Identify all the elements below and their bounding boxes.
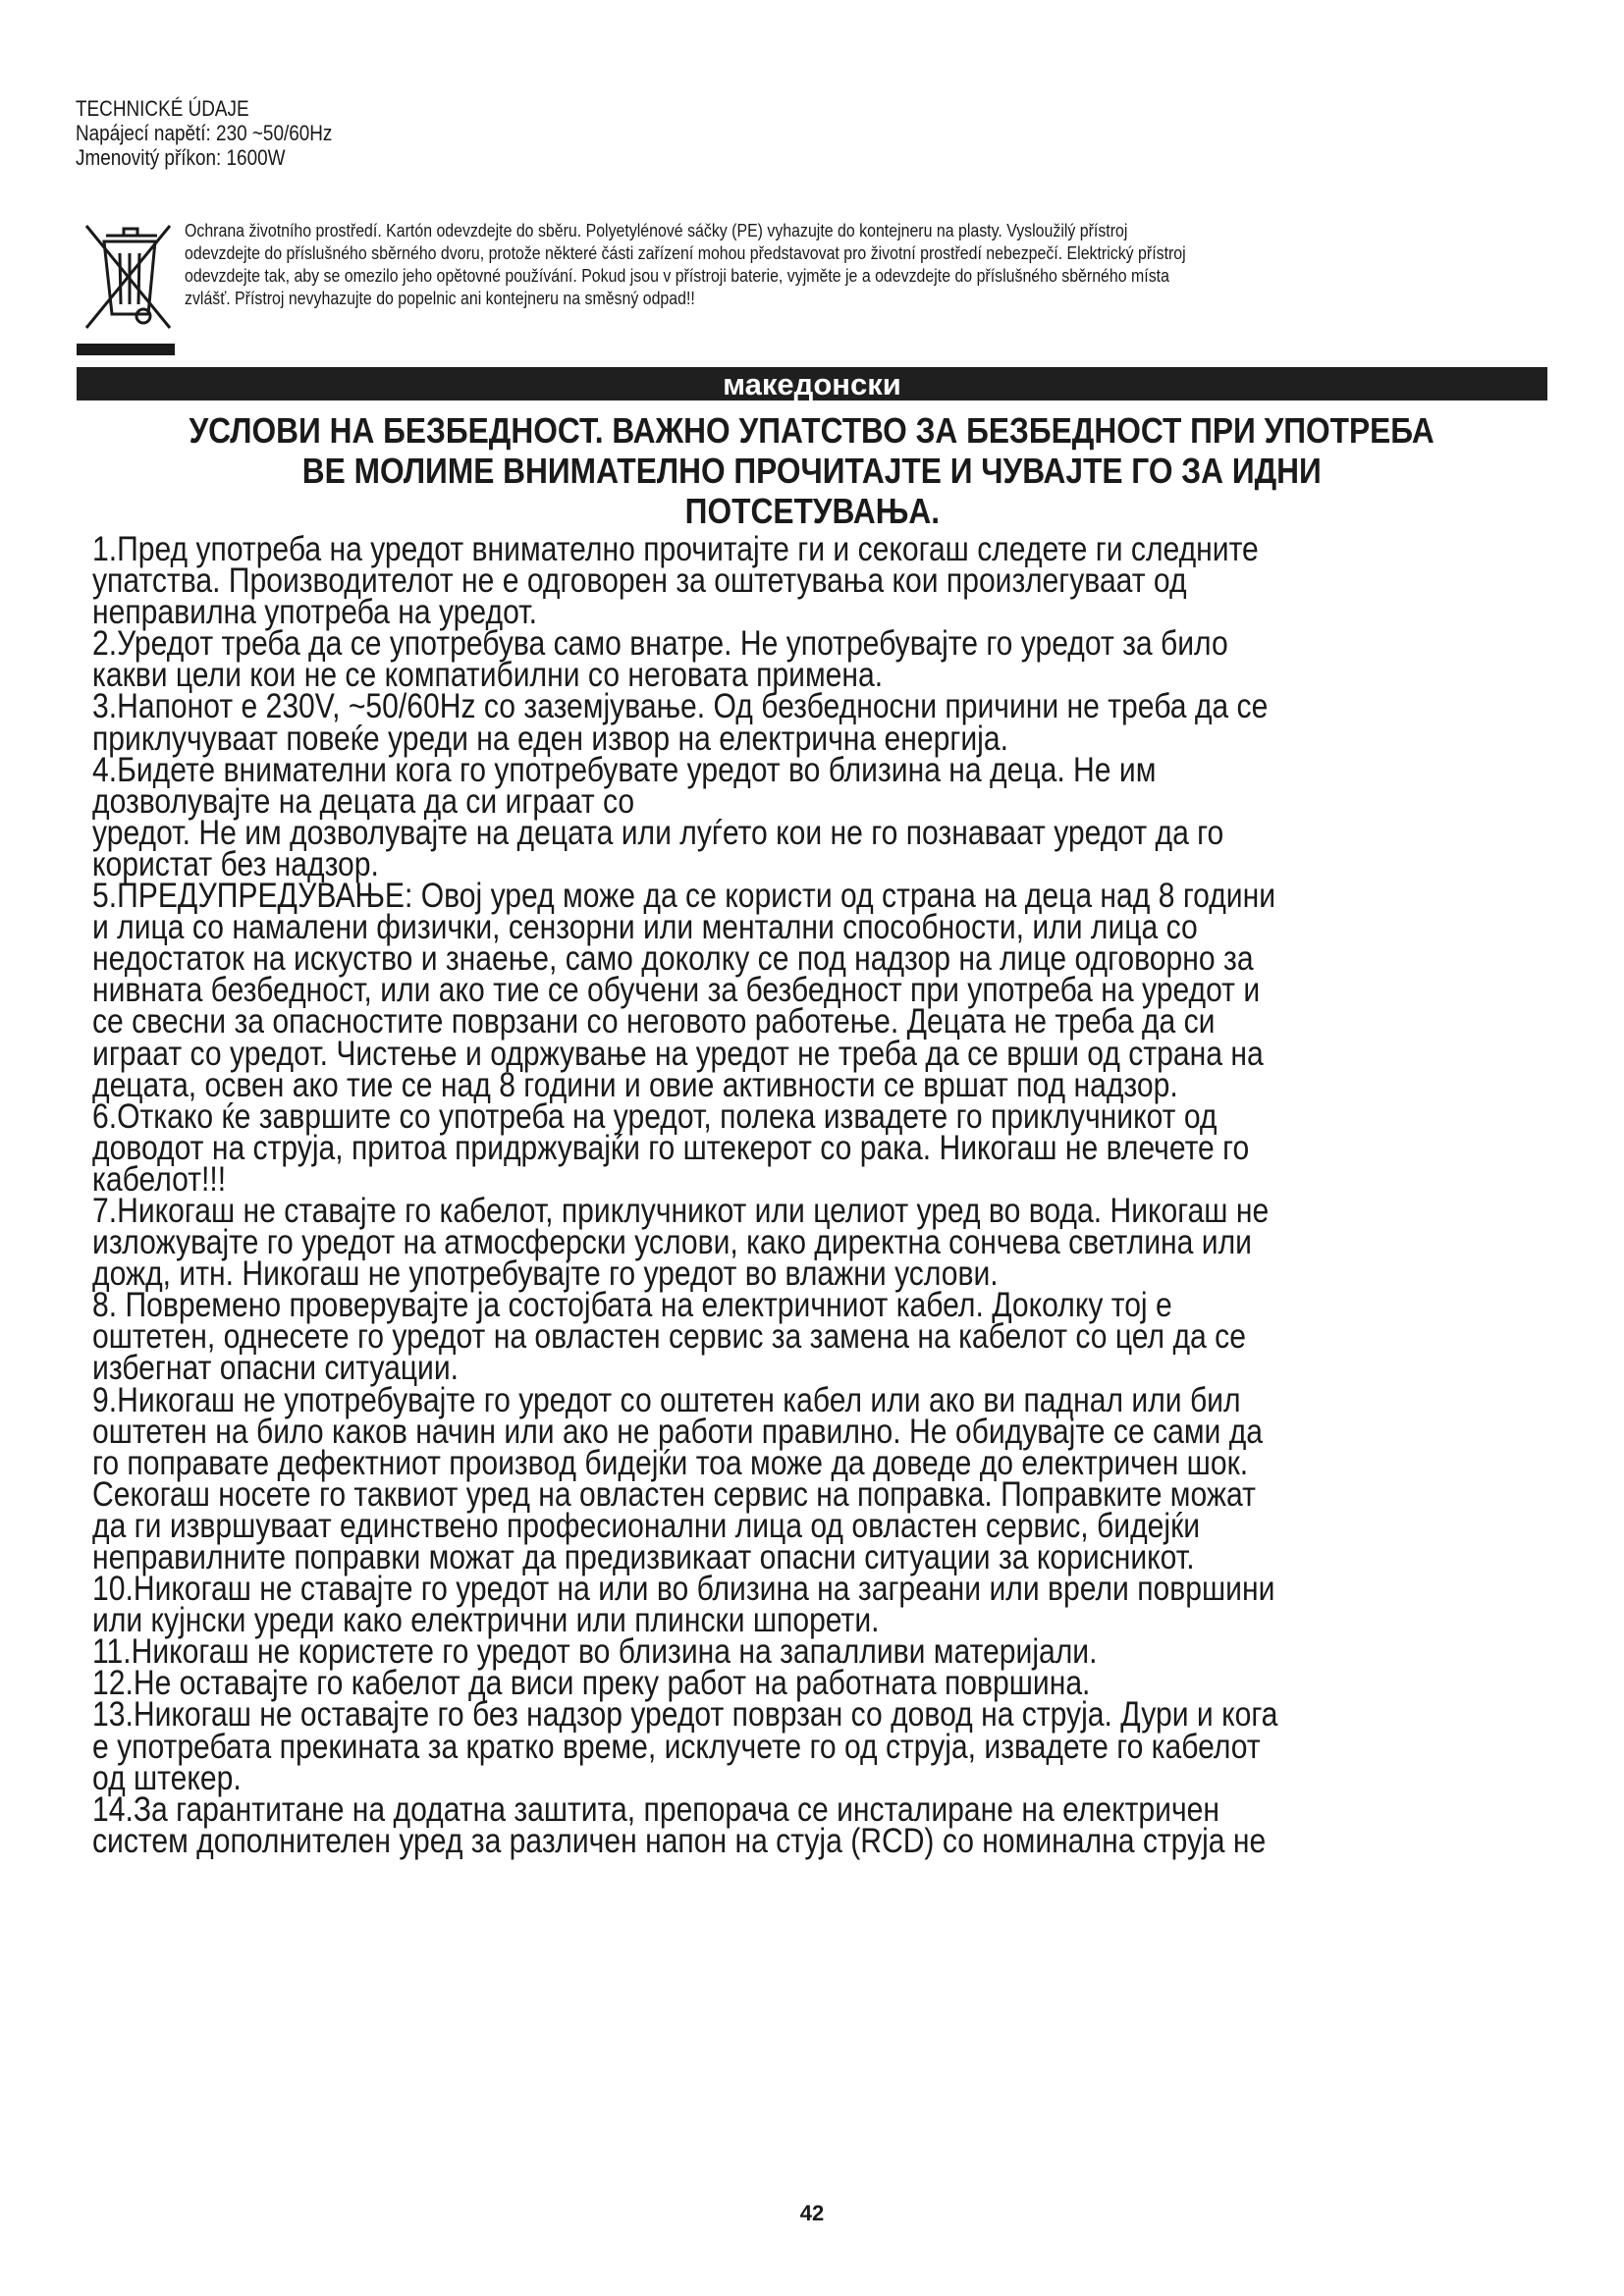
instruction-line: од штекер.	[92, 1758, 242, 1797]
instruction-line: дожд, итн. Никогаш не употребувајте го уредот во влажни услови.	[92, 1255, 999, 1294]
instruction-line: избегнат опасни ситуации.	[92, 1349, 460, 1388]
page-number: 42	[799, 2201, 825, 2225]
environment-notice	[185, 219, 1502, 309]
safety-instructions	[92, 530, 1603, 1860]
instruction-line: доводот на струја, притоа придржувајќи го штекерот со рака. Никогаш не влечете го	[92, 1128, 1250, 1167]
instruction-line: играат со уредот. Чистење и одржување на уредот не треба да се врши од страна на	[92, 1034, 1264, 1073]
heading-line: УСЛОВИ НА БЕЗБЕДНОСТ. ВАЖНО УПАТСТВО ЗА БЕЗБЕДНОСТ ПРИ УПОТРЕБА	[189, 410, 1435, 451]
instruction-line: 2.Уредот треба да се употребува само внатре. Не употребувајте го уредот за било	[92, 624, 1228, 664]
instruction-line: е употребата прекината за кратко време, исклучете го од струја, извадете го кабелот	[92, 1727, 1261, 1766]
instruction-line: оштетен на било каков начин или ако не работи правилно. Не обидувајте се сами да	[92, 1412, 1264, 1451]
instruction-line: уредот. Не им дозволувајте на децата или луѓето кои не го познаваат уредот да го	[92, 813, 1224, 852]
instruction-line: 1.Пред употреба на уредот внимателно прочитајте ги и секогаш следете ги следните	[92, 530, 1259, 568]
technical-specs	[76, 96, 332, 170]
instruction-line: 7.Никогаш не ставајте го кабелот, приклучникот или целиот уред во вода. Никогаш не	[92, 1191, 1270, 1230]
crossed-out-wheelie-bin-icon	[77, 218, 175, 355]
instruction-line: неправилна употреба на уредот.	[92, 593, 537, 632]
instruction-line: нивната безбедност, или ако тие се обучени за безбедност при употреба на уредот и	[92, 971, 1261, 1010]
environment-line: odevzdejte do příslušného sběrného dvoru, protože některé části zařízení mohou představovat pro životní prostředí nebezpečí. Elektrický přístroj	[185, 242, 1186, 263]
instruction-line: 4.Бидете внимателни кога го употребувате уредот во близина на деца. Не им	[92, 750, 1157, 789]
environment-line: odevzdejte tak, aby se omezilo jeho opětovné používání. Pokud jsou v přístroji baterie, vyjměte je a odevzdejte do příslušného sběrného místa	[185, 265, 1169, 286]
specs-voltage: Napájecí napětí: 230 ~50/60Hz	[76, 121, 333, 145]
instruction-line: користат без надзор.	[92, 844, 379, 883]
instruction-line: 11.Никогаш не користете го уредот во близина на запалливи материјали.	[92, 1632, 1098, 1672]
specs-power: Jmenovitý příkon: 1600W	[76, 145, 286, 170]
instruction-line: 5.ПРЕДУПРЕДУВАЊЕ: Овој уред може да се користи од страна на деца над 8 години	[92, 877, 1276, 916]
instruction-line: или кујнски уреди како електрични или плински шпорети.	[92, 1601, 880, 1640]
instruction-line: какви цели кои не се компатибилни со неговата примена.	[92, 656, 884, 695]
instruction-line: 6.Откако ќе завршите со употреба на уредот, полека извадете го приклучникот од	[92, 1096, 1218, 1136]
instruction-line: приклучуваат повеќе уреди на еден извор на електрична енергија.	[92, 719, 1008, 758]
heading-line: ВЕ МОЛИМЕ ВНИМАТЕЛНО ПРОЧИТАЈТЕ И ЧУВАЈТЕ ГО ЗА ИДНИ	[301, 451, 1323, 491]
specs-title: TECHNICKÉ ÚDAJE	[76, 96, 249, 121]
instruction-line: 9.Никогаш не употребувајте го уредот со оштетен кабел или ако ви паднал или бил	[92, 1380, 1241, 1419]
instruction-line: неправилните поправки можат да предизвикаат опасни ситуации за корисникот.	[92, 1538, 1195, 1576]
heading-line: ПОТСЕТУВАЊА.	[684, 491, 940, 531]
instruction-line: децата, освен ако тие се над 8 години и овие активности се вршат под надзор.	[92, 1065, 1178, 1104]
instruction-line: оштетен, однесете го уредот на овластен сервис за замена на кабелот со цел да се	[92, 1317, 1246, 1357]
instruction-line: Секогаш носете го таквиот уред на овластен сервис на поправка. Поправките можат	[92, 1474, 1256, 1514]
instruction-line: упатства. Производителот не е одговорен за оштетувања кои произлегуваат од	[92, 561, 1187, 601]
instruction-line: 3.Напонот е 230V, ~50/60Hz со заземјување. Од безбедносни причини не треба да се	[92, 687, 1269, 726]
environment-line: Ochrana životního prostředí. Kartón odevzdejte do sběru. Polyetylénové sáčky (PE) vyhazujte do kontejneru na plasty. Vysloužilý přístroj	[185, 220, 1128, 240]
instruction-line: кабелот!!!	[92, 1159, 227, 1199]
instruction-line: 14.За гарантитане на додатна заштита, препорача се инсталиране на електричен	[92, 1789, 1220, 1829]
instruction-line: да ги извршуваат единствено професионални лица од овластен сервис, бидејќи	[92, 1506, 1201, 1545]
instruction-line: недостаток на искуство и знаење, само доколку се под надзор на лице одговорно за	[92, 939, 1254, 979]
instruction-line: изложувајте го уредот на атмосферски услови, како директна сончева светлина или	[92, 1223, 1252, 1262]
instruction-line: 8. Повремено проверувајте ја состојбата на електричниот кабел. Доколку тој е	[92, 1286, 1172, 1325]
instruction-line: 13.Никогаш не оставајте го без надзор уредот поврзан со довод на струја. Дури и кога	[92, 1695, 1278, 1735]
instruction-line: систем дополнителен уред за различен напон на стуја (RCD) со номинална струја не	[92, 1821, 1267, 1860]
instruction-line: дозволувајте на децата да си играат со	[92, 781, 635, 821]
instruction-line: се свесни за опасностите поврзани со неговото работење. Децата не треба да си	[92, 1002, 1216, 1041]
instruction-line: го поправате дефектниот производ бидејќи тоа може да доведе до електричен шок.	[92, 1443, 1249, 1482]
instruction-line: 12.Не оставајте го кабелот да виси преку работ на работната површина.	[92, 1664, 1091, 1703]
environment-line: zvlášť. Přístroj nevyhazujte do popelnic ani kontejneru na směsný odpad!!	[185, 288, 695, 308]
instruction-line: и лица со намалени физички, сензорни или ментални способности, или лица со	[92, 908, 1198, 947]
language-bar: македонски	[77, 367, 1547, 400]
instruction-line: 10.Никогаш не ставајте го уредот на или во близина на загреани или врели површини	[92, 1570, 1275, 1609]
safety-heading	[59, 410, 1565, 531]
